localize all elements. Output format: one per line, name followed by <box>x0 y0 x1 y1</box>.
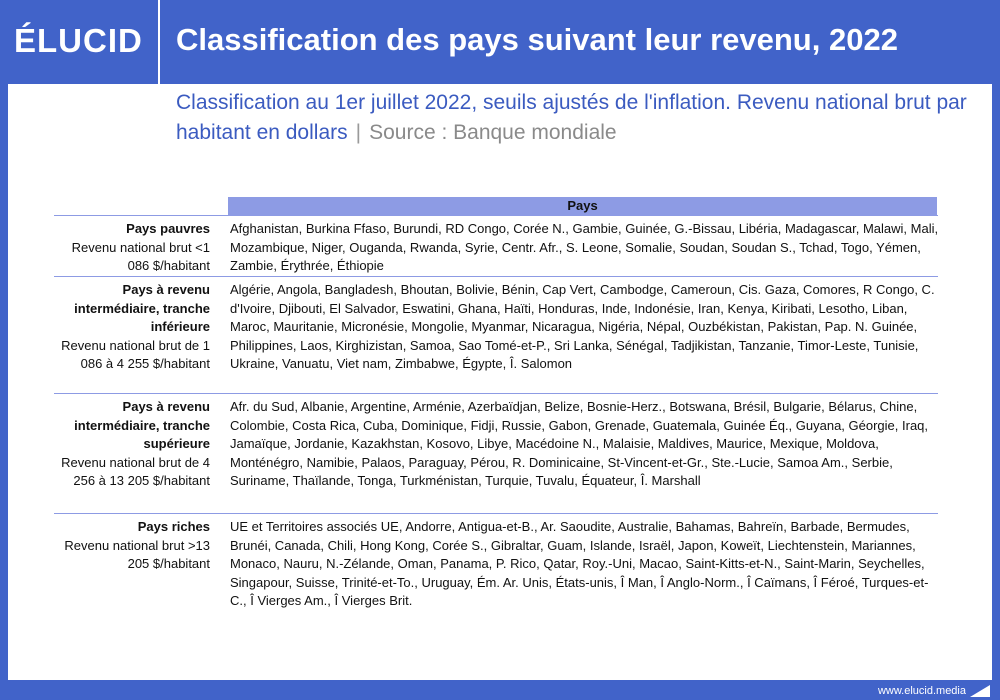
income-criteria: Revenu national brut de 1 086 à 4 255 $/habitant <box>61 337 210 371</box>
country-list: Afr. du Sud, Albanie, Argentine, Arménie, Azerbaïdjan, Belize, Bosnie-Herz., Botswana, Brésil, Bulgarie, Bélarus, Chine, Colombie, Costa Rica, Cuba, Dominique, Fidji, Russie, Gabon, Grenade, Guatemala, Guinée Éq., Guyana, Géorgie, Iraq, Jamaïque, Jordanie, Kazakhstan, Kosovo, Libye, Macédoine N., Malaisie, Maldives, Maurice, Mexique, Moldova, Monténégro, Namibie, Palaos, Paraguay, Pérou, R. Dominicaine, St-Vincent-et-Gr., Ste.-Lucie, Samoa Am., Serbie, Suriname, Thaïlande, Tonga, Turkménistan, Turquie, Tuvalu, Équateur, Î. Marshall <box>230 399 929 488</box>
subtitle-separator: | <box>355 121 362 144</box>
subtitle-text: Classification au 1er juillet 2022, seuils ajustés de l'inflation. Revenu national brut par habitant en dollars <box>176 91 967 144</box>
table-row-upper-middle-income <box>54 393 938 510</box>
country-list: Algérie, Angola, Bangladesh, Bhoutan, Bolivie, Bénin, Cap Vert, Cambodge, Cameroun, Cis. Gaza, Comores, R Congo, C. d'Ivoire, Djibouti, El Salvador, Eswatini, Ghana, Haïti, Honduras, Inde, Indonésie, Iran, Kenya, Kiribati, Lesotho, Liban, Maroc, Mauritanie, Micronésie, Mongolie, Myanmar, Nicaragua, Nigéria, Népal, Ouzbékistan, Pakistan, Pap. N. Guinée, Philippines, Laos, Kirghizistan, Samoa, Sao Tomé-et-P., Sri Lanka, Sénégal, Tadjikistan, Tanzanie, Timor-Leste, Tunisie, Ukraine, Vanuatu, Viet nam, Zimbabwe, Égypte, Î. Salomon <box>230 282 935 371</box>
category-name: Pays à revenu intermédiaire, tranche supérieure <box>74 399 210 451</box>
table-row-lower-middle-income <box>54 276 938 393</box>
header-bar <box>0 0 1000 84</box>
source-credit: Source : Banque mondiale <box>369 121 617 144</box>
row-label <box>54 281 210 374</box>
income-criteria: Revenu national brut >13 205 $/habitant <box>64 537 210 571</box>
category-name: Pays pauvres <box>126 221 210 236</box>
page-title: Classification des pays suivant leur revenu, 2022 <box>176 22 898 57</box>
brand-logo: ÉLUCID <box>14 22 143 59</box>
row-label <box>54 518 210 574</box>
income-criteria: Revenu national brut de 4 256 à 13 205 $/habitant <box>61 454 210 488</box>
brand-mark-icon <box>970 683 990 697</box>
table-row-low-income <box>54 215 938 276</box>
header-divider <box>158 0 160 84</box>
row-label <box>54 220 210 276</box>
content-panel <box>8 84 992 680</box>
category-name: Pays riches <box>137 519 210 534</box>
table-row-high-income <box>54 513 938 614</box>
column-header: Pays <box>228 197 937 215</box>
country-list: Afghanistan, Burkina Ffaso, Burundi, RD Congo, Corée N., Gambie, Guinée, G.-Bissau, Libéria, Madagascar, Malawi, Mali, Mozambique, Niger, Ouganda, Rwanda, Syrie, Centr. Afr., S. Leone, Somalie, Soudan, Soudan S., Tchad, Togo, Yémen, Zambie, Érythrée, Éthiopie <box>230 221 939 273</box>
country-list: UE et Territoires associés UE, Andorre, Antigua-et-B., Ar. Saoudite, Australie, Bahamas, Bahreïn, Barbade, Bermudes, Brunéi, Canada, Chili, Hong Kong, Corée S., Gibraltar, Guam, Islande, Israël, Japon, Koweït, Liechtenstein, Mariannes, Monaco, Nauru, N.-Zélande, Oman, Panama, P. Rico, Qatar, Roy.-Uni, Macao, Saint-Kitts-et-N., Saint-Marin, Seychelles, Singapour, Suisse, Trinité-et-To., Uruguay, Ém. Ar. Unis, États-unis, Î Man, Î Anglo-Norm., Î Caïmans, Î Féroé, Turques-et-C., Î Vierges Am., Î Vierges Brit. <box>230 519 929 608</box>
category-name: Pays à revenu intermédiaire, tranche inférieure <box>74 282 210 334</box>
footer-url: www.elucid.media <box>877 685 966 697</box>
row-label <box>54 398 210 491</box>
income-criteria: Revenu national brut <1 086 $/habitant <box>71 239 210 273</box>
subtitle <box>176 88 976 148</box>
